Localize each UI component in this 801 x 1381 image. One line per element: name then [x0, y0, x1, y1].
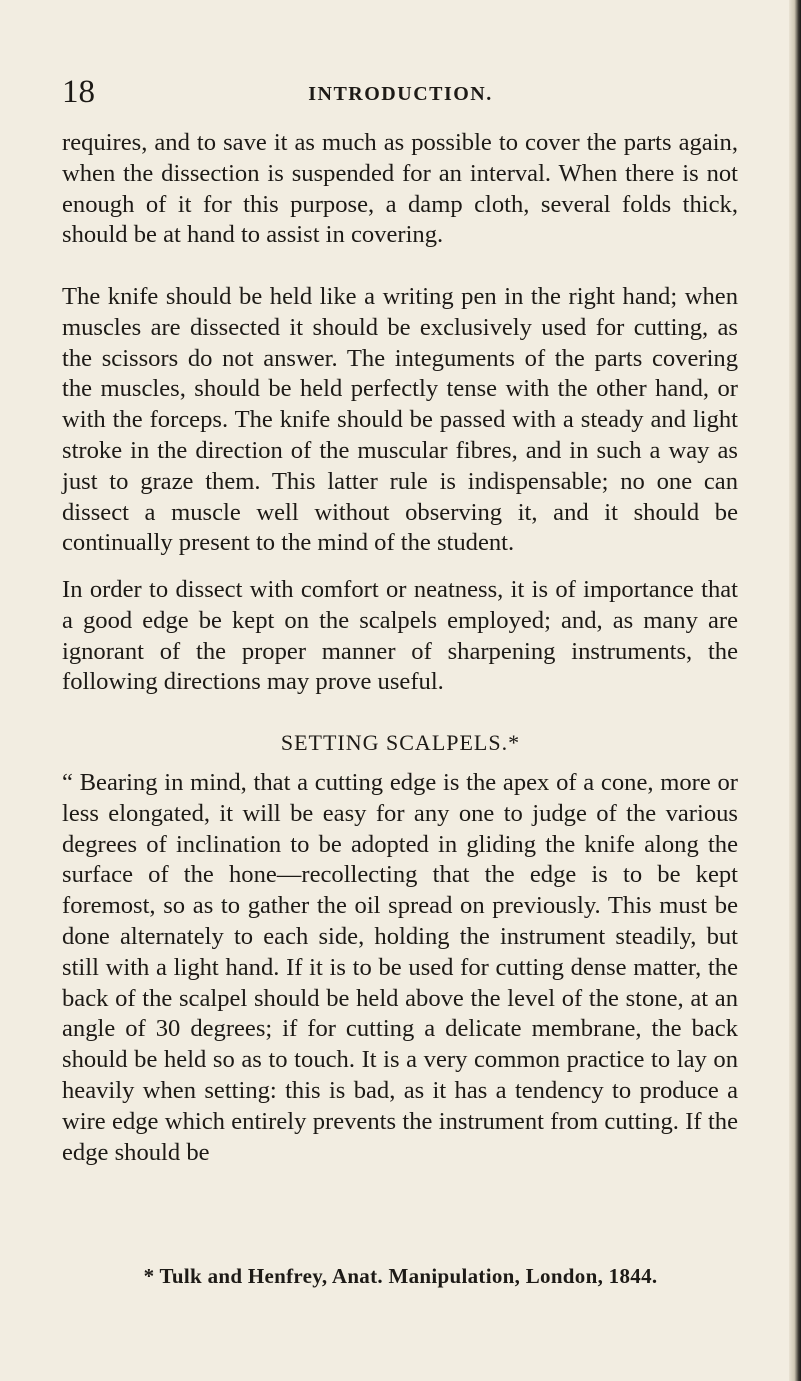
paragraph-3 [62, 575, 738, 698]
paragraph-text: The knife should be held like a writing pen in the right hand; when muscles are dissected it should be exclusively used for cutting, as the scissors do not answer. The integuments of the parts covering the muscles, should be held perfectly tense with the other hand, or with the forceps. The knife should be passed with a steady and light stroke in the direction of the muscular fibres, and in such a way as just to graze them. This latter rule is indispensable; no one can dissect a muscle well without observing it, and it should be continually present to the mind of the student. [62, 283, 738, 557]
paragraph-text: requires, and to save it as much as possible to cover the parts again, when the dissection is suspended for an interval. When there is not enough of it for this purpose, a damp cloth, several folds thick, should be at hand to assist in covering. [62, 129, 738, 249]
page-number: 18 [62, 74, 95, 110]
running-head: INTRODUCTION. [308, 83, 493, 105]
paragraph-1 [62, 128, 738, 251]
paragraph-text: In order to dissect with comfort or neatness, it is of importance that a good edge be kept on the scalpels employed; and, as many are ignorant of the proper manner of sharpening instruments, the following directions may prove useful. [62, 576, 738, 696]
footnote: * Tulk and Henfrey, Anat. Manipulation, London, 1844. [143, 1264, 658, 1288]
paragraph-2 [62, 282, 738, 559]
quote-paragraph [62, 768, 738, 1168]
page-header [0, 72, 801, 112]
page-edge-shadow [789, 0, 801, 1381]
section-heading: SETTING SCALPELS.* [280, 730, 521, 755]
paragraph-text: “ Bearing in mind, that a cutting edge is the apex of a cone, more or less elongated, it will be easy for any one to judge of the various degrees of inclination to be adopted in gliding the knife along the surface of the hone—recollecting that the edge is to be kept foremost, so as to gather the oil spread on previously. This must be done alternately to each side, holding the instrument steadily, but still with a light hand. If it is to be used for cutting dense matter, the back of the scalpel should be held above the level of the stone, at an angle of 30 degrees; if for cutting a delicate membrane, the back should be held so as to touch. It is a very common practice to lay on heavily when setting: this is bad, as it has a tendency to produce a wire edge which entirely prevents the instrument from cutting. If the edge should be [62, 769, 738, 1166]
